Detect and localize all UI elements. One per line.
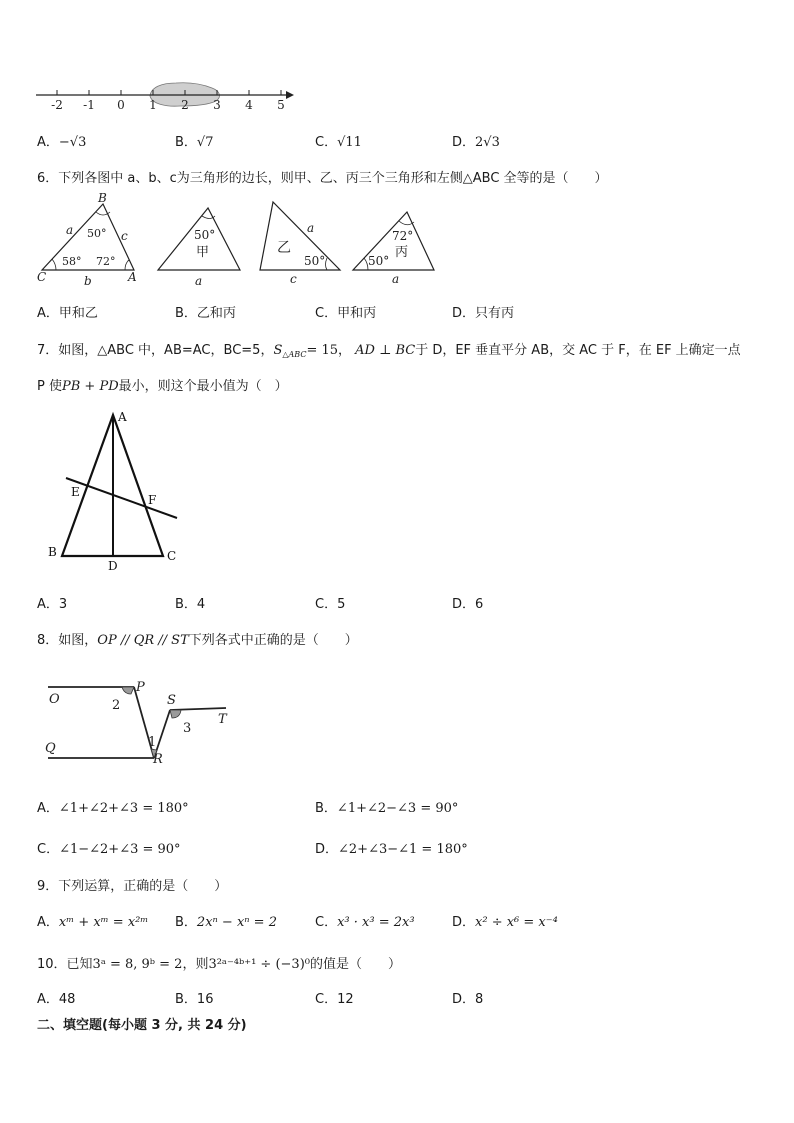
triangle-jia bbox=[158, 208, 240, 288]
q7-text: 7．如图，△ABC 中，AB=AC，BC=5， bbox=[37, 343, 274, 358]
number-line-figure bbox=[30, 78, 300, 114]
label-a: a bbox=[66, 223, 74, 237]
label-O: O bbox=[49, 692, 60, 707]
option-letter: D． bbox=[452, 915, 476, 930]
option-math: xᵐ + xᵐ = x²ᵐ bbox=[58, 915, 149, 930]
q8-parallel-lines-figure bbox=[40, 672, 240, 772]
q6-option-a[interactable]: A．甲和乙 bbox=[37, 306, 98, 321]
angle-B-value: 50° bbox=[87, 227, 107, 240]
label-C: C bbox=[37, 270, 47, 284]
q8-text: 下列各式中正确的是（ ） bbox=[188, 633, 358, 648]
option-math: x² ÷ x⁶ = x⁻⁴ bbox=[475, 915, 558, 930]
label-a: a bbox=[392, 272, 400, 286]
tick-label: 4 bbox=[245, 98, 253, 112]
q7-option-b[interactable]: B．4 bbox=[175, 597, 206, 612]
q8-option-c[interactable] bbox=[37, 838, 181, 857]
q6-option-c[interactable]: C．甲和丙 bbox=[315, 306, 377, 321]
q7-text: 最小，则这个最小值为（ ） bbox=[118, 379, 288, 394]
area-symbol: S bbox=[273, 343, 283, 358]
axis-arrow bbox=[286, 91, 294, 99]
q7-stem-line1 bbox=[37, 339, 741, 359]
q10-text: 的值是（ ） bbox=[309, 957, 401, 972]
q7-text: P 使 bbox=[37, 379, 62, 394]
q5-option-a[interactable] bbox=[37, 131, 86, 150]
angle-3-mark bbox=[170, 710, 181, 718]
q5-option-d[interactable] bbox=[452, 131, 500, 150]
label-E: E bbox=[71, 485, 80, 499]
option-letter: B． bbox=[175, 135, 197, 150]
label-angle-3: 3 bbox=[183, 721, 192, 736]
area-subscript: △ABC bbox=[282, 350, 307, 359]
q8-stem bbox=[37, 629, 358, 648]
angle-C-value: 58° bbox=[62, 255, 82, 268]
q5-option-b[interactable] bbox=[175, 131, 213, 150]
q8-option-b[interactable] bbox=[315, 797, 458, 816]
triangle-bing bbox=[353, 212, 434, 286]
given-expr: 3ᵃ = 8, 9ᵇ = 2 bbox=[92, 957, 183, 972]
q8-option-d[interactable] bbox=[315, 838, 468, 857]
label-c: c bbox=[121, 229, 128, 243]
tick-label: -1 bbox=[83, 98, 95, 112]
label-P: P bbox=[136, 680, 145, 695]
q10-stem bbox=[37, 953, 401, 972]
q6-option-b[interactable]: B．乙和丙 bbox=[175, 306, 236, 321]
q10-option-a[interactable]: A．48 bbox=[37, 992, 76, 1007]
area-value: = 15， bbox=[306, 343, 352, 358]
section-heading: 二、填空题(每小题 3 分, 共 24 分) bbox=[37, 1018, 247, 1033]
option-letter: C． bbox=[315, 915, 338, 930]
q9-option-d[interactable] bbox=[452, 911, 558, 930]
q9-option-a[interactable] bbox=[37, 911, 148, 930]
q7-option-a[interactable]: A．3 bbox=[37, 597, 68, 612]
sum-expr: PB + PD bbox=[61, 379, 119, 394]
label-C: C bbox=[167, 549, 177, 563]
option-letter: A． bbox=[37, 801, 59, 816]
tick-label: 2 bbox=[181, 98, 189, 112]
label-Q: Q bbox=[45, 741, 56, 756]
perp-expr: AD ⊥ BC bbox=[355, 343, 416, 358]
option-math: −√3 bbox=[58, 135, 87, 150]
tick-label: 0 bbox=[117, 98, 125, 112]
option-letter: D． bbox=[452, 135, 476, 150]
label-T: T bbox=[218, 712, 227, 727]
option-math: ∠2+∠3−∠1 = 180° bbox=[338, 842, 468, 857]
q6-stem: 6．下列各图中 a、b、c为三角形的边长，则甲、乙、丙三个三角形和左侧△ABC 全等的是（ ） bbox=[37, 171, 608, 186]
tick-label: 3 bbox=[213, 98, 221, 112]
q7-option-c[interactable]: C．5 bbox=[315, 597, 346, 612]
q5-option-c[interactable] bbox=[315, 131, 362, 150]
label-A: A bbox=[118, 410, 127, 424]
q8-option-a[interactable] bbox=[37, 797, 189, 816]
label-B: B bbox=[98, 191, 107, 205]
label-angle-1: 1 bbox=[148, 735, 157, 750]
triangle-abc bbox=[37, 191, 137, 288]
angle-A-value: 72° bbox=[96, 255, 116, 268]
option-letter: D． bbox=[315, 842, 339, 857]
q10-text: ，则 bbox=[182, 957, 209, 972]
q6-option-d[interactable]: D．只有丙 bbox=[452, 306, 515, 321]
triangle-name: 甲 bbox=[196, 245, 210, 260]
option-math: ∠1+∠2+∠3 = 180° bbox=[58, 801, 189, 816]
option-letter: B． bbox=[175, 915, 197, 930]
triangle-name: 乙 bbox=[277, 240, 291, 256]
label-angle-2: 2 bbox=[112, 698, 121, 713]
q7-stem-line2 bbox=[37, 375, 288, 394]
angle-top-value: 72° bbox=[392, 229, 414, 243]
q10-option-b[interactable]: B．16 bbox=[175, 992, 214, 1007]
option-math: 2xⁿ − xⁿ = 2 bbox=[196, 915, 277, 930]
option-letter: C． bbox=[315, 135, 338, 150]
q9-stem: 9．下列运算，正确的是（ ） bbox=[37, 879, 228, 894]
label-B: B bbox=[48, 545, 57, 559]
angle-value: 50° bbox=[194, 228, 216, 242]
q7-option-d[interactable]: D．6 bbox=[452, 597, 484, 612]
label-F: F bbox=[148, 493, 157, 507]
option-letter: A． bbox=[37, 135, 59, 150]
option-letter: A． bbox=[37, 915, 59, 930]
target-expr: 3²ᵃ⁻⁴ᵇ⁺¹ ÷ (−3)⁰ bbox=[208, 957, 310, 972]
label-A: A bbox=[128, 270, 137, 284]
q10-text: 10．已知 bbox=[37, 957, 93, 972]
q7-text: 于 D，EF 垂直平分 AB，交 AC 于 F，在 EF 上确定一点 bbox=[415, 343, 741, 358]
option-math: √11 bbox=[337, 135, 362, 150]
label-D: D bbox=[108, 559, 118, 573]
triangle-name: 丙 bbox=[395, 245, 409, 260]
label-b: b bbox=[84, 274, 92, 288]
tick-label: 5 bbox=[277, 98, 285, 112]
q10-option-d[interactable]: D．8 bbox=[452, 992, 484, 1007]
angle-left-value: 50° bbox=[368, 254, 390, 268]
label-a: a bbox=[195, 274, 203, 288]
q9-option-b[interactable] bbox=[175, 911, 277, 930]
option-letter: B． bbox=[315, 801, 337, 816]
q8-text: 8．如图， bbox=[37, 633, 98, 648]
q7-triangle-figure bbox=[44, 408, 194, 576]
q6-triangles-figure bbox=[32, 190, 444, 290]
option-math: √7 bbox=[196, 135, 214, 150]
q9-option-c[interactable] bbox=[315, 911, 415, 930]
triangle-yi bbox=[260, 202, 340, 286]
option-math: 2√3 bbox=[475, 135, 500, 150]
tick-label: -2 bbox=[51, 98, 63, 112]
label-S: S bbox=[167, 693, 176, 708]
q10-option-c[interactable]: C．12 bbox=[315, 992, 354, 1007]
angle-2-mark bbox=[122, 687, 134, 694]
option-math: ∠1+∠2−∠3 = 90° bbox=[336, 801, 459, 816]
tick-label: 1 bbox=[149, 98, 157, 112]
label-R: R bbox=[153, 752, 163, 767]
option-letter: C． bbox=[37, 842, 60, 857]
label-a: a bbox=[307, 221, 315, 235]
parallel-expr: OP // QR // ST bbox=[97, 633, 189, 648]
option-math: ∠1−∠2+∠3 = 90° bbox=[59, 842, 181, 857]
label-c: c bbox=[290, 272, 297, 286]
option-math: x³ · x³ = 2x³ bbox=[337, 915, 415, 930]
angle-value: 50° bbox=[304, 254, 326, 268]
